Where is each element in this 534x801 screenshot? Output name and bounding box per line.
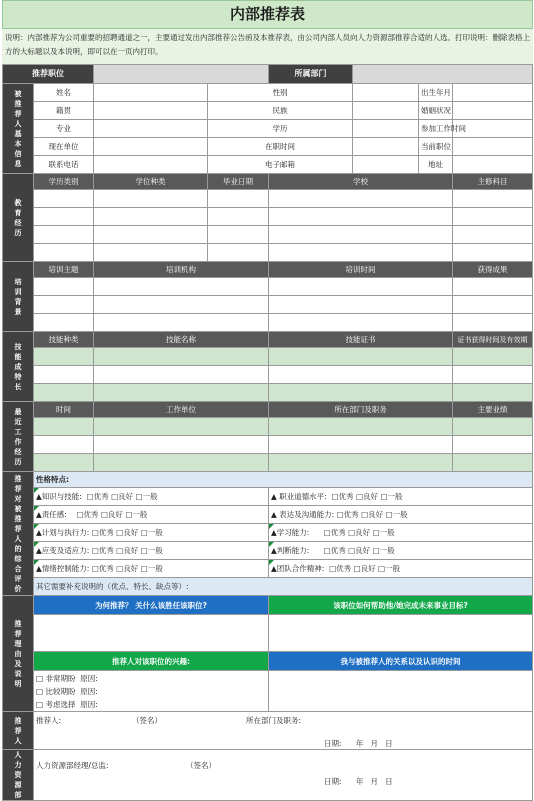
basic-value[interactable] — [353, 102, 419, 120]
eval-item[interactable]: ▲判断能力: □优秀 □良好 □一般 — [269, 542, 533, 560]
basic-label: 现在单位 — [34, 138, 94, 156]
hr-sign-area[interactable] — [34, 750, 533, 801]
hr-label: 人力资源部经理/总监: — [36, 761, 109, 770]
skill-row[interactable] — [3, 366, 533, 384]
train-header: 获得成果 — [453, 262, 533, 278]
skill-row[interactable] — [3, 348, 533, 366]
train-row[interactable] — [3, 314, 533, 332]
section-basic-info: 被 推 荐 人 基 本 信 息 — [3, 84, 34, 174]
basic-label: 电子邮箱 — [208, 156, 353, 174]
basic-label: 民族 — [208, 102, 353, 120]
edu-header: 学校 — [269, 174, 453, 190]
basic-label: 出生年月 — [419, 84, 453, 102]
basic-value[interactable] — [353, 120, 419, 138]
basic-label: 姓名 — [34, 84, 94, 102]
edu-header: 主修科目 — [453, 174, 533, 190]
eval-item[interactable]: ▲ 表达及沟通能力: □优秀 □良好 □一般 — [269, 506, 533, 524]
section-work: 最 近 工 作 经 历 — [3, 402, 34, 472]
referrer-date: 日期: 年 月 日 — [324, 739, 393, 748]
edu-row[interactable] — [3, 244, 533, 262]
basic-value[interactable] — [94, 138, 208, 156]
train-header: 培训主题 — [34, 262, 94, 278]
eval-heading: 性格特点: — [34, 472, 533, 488]
basic-value[interactable] — [353, 84, 419, 102]
section-training: 培 训 背 景 — [3, 262, 34, 332]
edu-row[interactable] — [3, 190, 533, 208]
reason-q2-answer[interactable] — [269, 615, 533, 652]
train-header: 培训时间 — [269, 262, 453, 278]
form-title: 内部推荐表 — [2, 0, 533, 29]
dept-label: 所属部门 — [269, 65, 353, 84]
basic-value[interactable] — [353, 138, 419, 156]
basic-label: 联系电话 — [34, 156, 94, 174]
basic-label: 学历 — [208, 120, 353, 138]
train-row[interactable] — [3, 278, 533, 296]
basic-label: 参加工作时间 — [419, 120, 453, 138]
edu-row[interactable] — [3, 208, 533, 226]
position-value[interactable] — [94, 65, 269, 84]
dept-value[interactable] — [353, 65, 533, 84]
work-header: 所在部门及职务 — [269, 402, 453, 418]
interest-options[interactable] — [34, 671, 269, 712]
referrer-sign-label: （签名） — [132, 716, 162, 725]
referral-form-table — [2, 64, 533, 801]
work-row[interactable] — [3, 454, 533, 472]
skill-header: 技能种类 — [34, 332, 94, 348]
basic-value[interactable] — [94, 120, 208, 138]
referrer-dept-label: 所在部门及职务: — [246, 716, 302, 725]
edu-header: 学历类别 — [34, 174, 94, 190]
skill-header: 技能证书 — [269, 332, 453, 348]
basic-label: 专业 — [34, 120, 94, 138]
reason-q4-header: 我与被推荐人的关系以及认识的时间 — [269, 652, 533, 671]
interest-option[interactable]: □ 比较期盼 原因: — [36, 687, 98, 696]
basic-value[interactable] — [94, 102, 208, 120]
eval-other[interactable]: 其它需要补充说明的（优点、特长、缺点等）: — [34, 578, 533, 596]
basic-value[interactable] — [453, 156, 533, 174]
section-reason: 推 荐 理 由 及 说 明 — [3, 596, 34, 712]
referrer-label: 推荐人: — [36, 716, 62, 725]
eval-item[interactable]: ▲应变及适应力: □优秀 □良好 □一般 — [34, 542, 269, 560]
instruction-note: 说明：内部推荐为公司重要的招聘通道之一，主要通过发出内部推荐公告函及本推荐表，由公司内部人员向人力资源部推荐合适的人选。打印说明：删除表格上方的大标题以及本说明，即可以在一页内打印。 — [2, 29, 533, 64]
reason-q2-header: 该职位如何帮助他/她完成未来事业目标? — [269, 596, 533, 615]
section-education: 教 育 经 历 — [3, 174, 34, 262]
basic-value[interactable] — [94, 84, 208, 102]
hr-date: 日期: 年 月 日 — [324, 777, 393, 786]
skill-header: 证书获得时间及有效期 — [453, 332, 533, 348]
referrer-sign-area[interactable] — [34, 712, 533, 750]
eval-item[interactable]: ▲学习能力: □优秀 □良好 □一般 — [269, 524, 533, 542]
basic-label: 婚姻状况 — [419, 102, 453, 120]
basic-value[interactable] — [353, 156, 419, 174]
basic-value[interactable] — [94, 156, 208, 174]
eval-item[interactable]: ▲团队合作精神: □优秀 □良好 □一般 — [269, 560, 533, 578]
basic-label: 地址 — [419, 156, 453, 174]
work-row[interactable] — [3, 436, 533, 454]
basic-label: 当前职位 — [419, 138, 453, 156]
work-header: 主要业绩 — [453, 402, 533, 418]
basic-value[interactable] — [453, 138, 533, 156]
eval-item[interactable]: ▲计划与执行力: □优秀 □良好 □一般 — [34, 524, 269, 542]
hr-sign-label: （签名） — [186, 761, 216, 770]
section-referrer: 推 荐 人 — [3, 712, 34, 750]
basic-label: 性别 — [208, 84, 353, 102]
work-row[interactable] — [3, 418, 533, 436]
skill-row[interactable] — [3, 384, 533, 402]
reason-q3-header: 推荐人对该职位的兴趣: — [34, 652, 269, 671]
basic-value[interactable] — [453, 102, 533, 120]
eval-item[interactable]: ▲责任感: □优秀 □良好 □一般 — [34, 506, 269, 524]
eval-item[interactable]: ▲情绪控制能力: □优秀 □良好 □一般 — [34, 560, 269, 578]
basic-label: 在职时间 — [208, 138, 353, 156]
reason-q1-header: 为何推荐？ 关什么该胜任该职位? — [34, 596, 269, 615]
interest-option[interactable]: □ 非常期盼 原因: — [36, 674, 98, 683]
position-label: 推荐职位 — [3, 65, 94, 84]
train-header: 培训机构 — [94, 262, 269, 278]
basic-label: 籍贯 — [34, 102, 94, 120]
section-hr: 人 力 资 源 部 — [3, 750, 34, 801]
interest-option[interactable]: □ 考虑选择 原因: — [36, 700, 98, 709]
reason-q1-answer[interactable] — [34, 615, 269, 652]
section-evaluation: 推 荐 对 被 推 荐 人 的 综 合 评 价 — [3, 472, 34, 596]
train-row[interactable] — [3, 296, 533, 314]
edu-header: 学位种类 — [94, 174, 208, 190]
basic-value[interactable] — [453, 84, 533, 102]
edu-row[interactable] — [3, 226, 533, 244]
eval-item[interactable]: ▲ 职业道德水平: □优秀 □良好 □一般 — [269, 488, 533, 506]
skill-header: 技能名称 — [94, 332, 269, 348]
section-skills: 技 能 成 特 长 — [3, 332, 34, 402]
relationship-answer[interactable] — [269, 671, 533, 712]
work-header: 时间 — [34, 402, 94, 418]
edu-header: 毕业日期 — [208, 174, 269, 190]
work-header: 工作单位 — [94, 402, 269, 418]
eval-item[interactable]: ▲知识与技能: □优秀 □良好 □一般 — [34, 488, 269, 506]
